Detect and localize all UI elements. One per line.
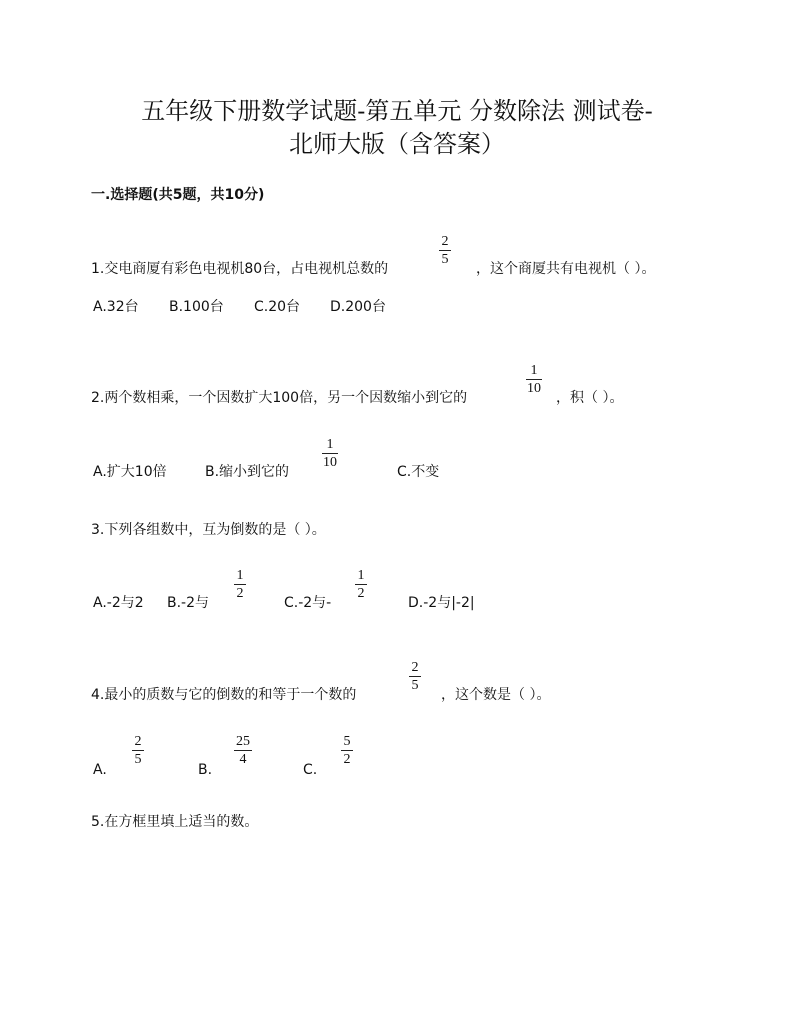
fraction-bar (132, 750, 144, 751)
q1-option-d: D.200台 (330, 299, 386, 315)
q2-option-b-denominator: 10 (323, 455, 337, 470)
q2-fraction-denominator: 10 (527, 381, 541, 396)
q4-option-a-numerator: 2 (134, 734, 142, 749)
q1-option-b: B.100台 (169, 299, 224, 315)
q1-fraction (430, 234, 460, 267)
fraction-bar (409, 676, 421, 677)
section-heading: 一.选择题(共5题，共10分) (91, 187, 265, 203)
page-title-line1: 五年级下册数学试题-第五单元 分数除法 测试卷- (141, 97, 653, 125)
q3-option-b-numerator: 1 (236, 568, 244, 583)
q1-text-after: ，这个商厦共有电视机（ ）。 (476, 261, 656, 277)
q4-option-c-denominator: 2 (343, 752, 351, 767)
q3-option-d: D.-2与|-2| (408, 595, 475, 611)
q3-option-b-denominator: 2 (236, 586, 244, 601)
q4-option-c-numerator: 5 (343, 734, 351, 749)
q1-option-c: C.20台 (254, 299, 301, 315)
q4-option-b: B. (198, 762, 213, 778)
q2-text-after: ，积（ ）。 (556, 390, 624, 406)
q4-option-c: C. (303, 762, 318, 778)
q3-option-b: B.-2与 (167, 595, 210, 611)
q3-option-a: A.-2与2 (93, 595, 144, 611)
fraction-bar (355, 584, 367, 585)
q1-text-before: 1.交电商厦有彩色电视机80台，占电视机总数的 (91, 261, 389, 277)
q1-option-a: A.32台 (93, 299, 139, 315)
q3-option-c-fraction (346, 568, 376, 601)
q1-fraction-denominator: 5 (441, 252, 449, 267)
q4-fraction-denominator: 5 (411, 678, 419, 693)
q4-fraction-numerator: 2 (411, 660, 419, 675)
fraction-bar (526, 379, 542, 380)
q3-option-c: C.-2与- (284, 595, 332, 611)
q4-option-c-fraction (332, 734, 362, 767)
q2-text-before: 2.两个数相乘，一个因数扩大100倍，另一个因数缩小到它的 (91, 390, 468, 406)
fraction-bar (234, 750, 252, 751)
q4-fraction (400, 660, 430, 693)
fraction-bar (439, 250, 451, 251)
q4-option-a-fraction (123, 734, 153, 767)
q3-option-c-denominator: 2 (357, 586, 365, 601)
q4-option-b-fraction (228, 734, 258, 767)
q2-option-b: B.缩小到它的 (205, 464, 290, 480)
q5-text: 5.在方框里填上适当的数。 (91, 814, 259, 830)
q3-option-c-numerator: 1 (357, 568, 365, 583)
q4-text-after: ，这个数是（ ）。 (441, 687, 551, 703)
q4-text-before: 4.最小的质数与它的倒数的和等于一个数的 (91, 687, 357, 703)
q2-fraction-numerator: 1 (530, 363, 538, 378)
q2-option-c: C.不变 (397, 464, 440, 480)
fraction-bar (341, 750, 353, 751)
q2-fraction (519, 363, 549, 396)
page-title-line2: 北师大版（含答案） (289, 130, 505, 158)
q4-option-b-numerator: 25 (236, 734, 250, 749)
q4-option-a: A. (93, 762, 107, 778)
q2-option-a: A.扩大10倍 (93, 464, 167, 480)
q4-option-b-denominator: 4 (239, 752, 247, 767)
q2-option-b-fraction (315, 437, 345, 470)
q3-option-b-fraction (225, 568, 255, 601)
q1-fraction-numerator: 2 (441, 234, 449, 249)
q4-option-a-denominator: 5 (134, 752, 142, 767)
q3-text: 3.下列各组数中，互为倒数的是（ ）。 (91, 522, 326, 538)
fraction-bar (322, 453, 338, 454)
q2-option-b-numerator: 1 (326, 437, 334, 452)
fraction-bar (234, 584, 246, 585)
